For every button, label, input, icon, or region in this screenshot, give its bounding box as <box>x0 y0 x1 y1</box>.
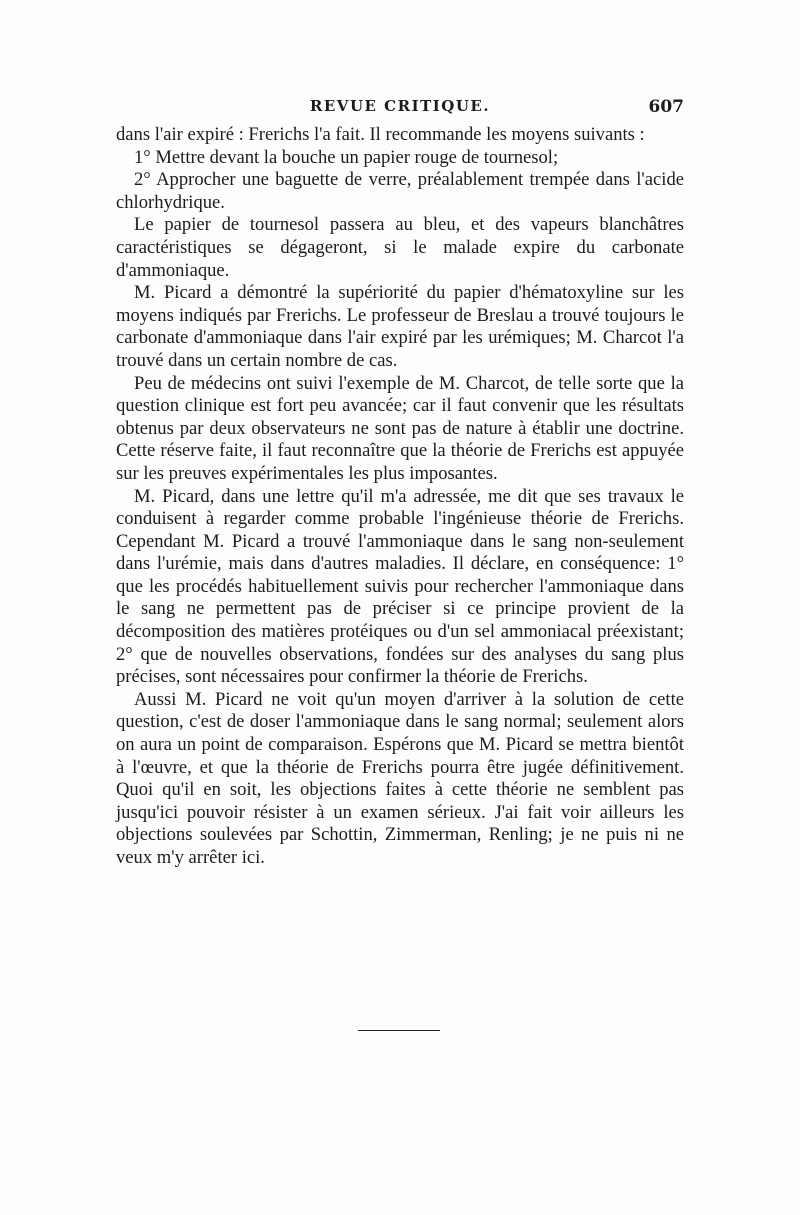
list-item-1: 1° Mettre devant la bouche un papier rouge de tournesol; <box>134 146 559 168</box>
paragraph: M. Picard, dans une lettre qu'il m'a adressée, me dit que ses travaux le conduisent à regarder comme probable l'ingénieuse théorie de Frerichs. Cependant M. Picard a trouvé l'ammoniaque dans le sang non-seulement dans l'urémie, mais dans d'autres maladies. Il déclare, en conséquence: 1° que les procédés habituellement suivis pour rechercher l'ammoniaque dans le sang ne permettent pas de préciser si ce principe provient de la décomposition des matières protéiques ou d'un sel ammoniacal préexistant; 2° que de nouvelles observations, fondées sur des analyses du sang plus précises, sont nécessaires pour confirmer la théorie de Frerichs. <box>116 485 684 688</box>
page-number: 607 <box>648 97 684 117</box>
paragraph-continuation: dans l'air expiré : Frerichs l'a fait. Il recommande les moyens suivants : <box>116 124 645 145</box>
paragraph: Le papier de tournesol passera au bleu, et des vapeurs blanchâtres caractéristiques se dégageront, si le malade expire du carbonate d'ammoniaque. <box>116 214 684 281</box>
list-item-2: 2° Approcher une baguette de verre, préalablement trempée dans l'acide chlorhydrique. <box>116 169 684 213</box>
paragraph: Peu de médecins ont suivi l'exemple de M. Charcot, de telle sorte que la question clinique est fort peu avancée; car il faut convenir que les résultats obtenus par deux observateurs ne sont pas de nature à établir une doctrine. Cette réserve faite, il faut reconnaître que la théorie de Frerichs est appuyée sur les preuves expérimentales les plus imposantes. <box>116 372 684 484</box>
end-rule <box>358 1030 440 1031</box>
running-title: REVUE CRITIQUE. <box>309 97 491 115</box>
running-head <box>116 97 684 123</box>
body-text <box>116 124 684 870</box>
paragraph: Aussi M. Picard ne voit qu'un moyen d'arriver à la solution de cette question, c'est de doser l'ammoniaque dans le sang normal; seulement alors on aura un point de comparaison. Espérons que M. Picard se mettra bientôt à l'œuvre, et que la théorie de Frerichs pourra être jugée définitivement. Quoi qu'il en soit, les objections faites à cette théorie ne semblent pas jusqu'ici pouvoir résister à un examen sérieux. J'ai fait voir ailleurs les objections soulevées par Schottin, Zimmerman, Renling; je ne puis ni ne veux m'y arrêter ici. <box>116 688 684 868</box>
paragraph: M. Picard a démontré la supériorité du papier d'hématoxyline sur les moyens indiqués par Frerichs. Le professeur de Breslau a trouvé toujours le carbonate d'ammoniaque dans l'air expiré par les urémiques; M. Charcot l'a trouvé dans un certain nombre de cas. <box>116 282 684 371</box>
